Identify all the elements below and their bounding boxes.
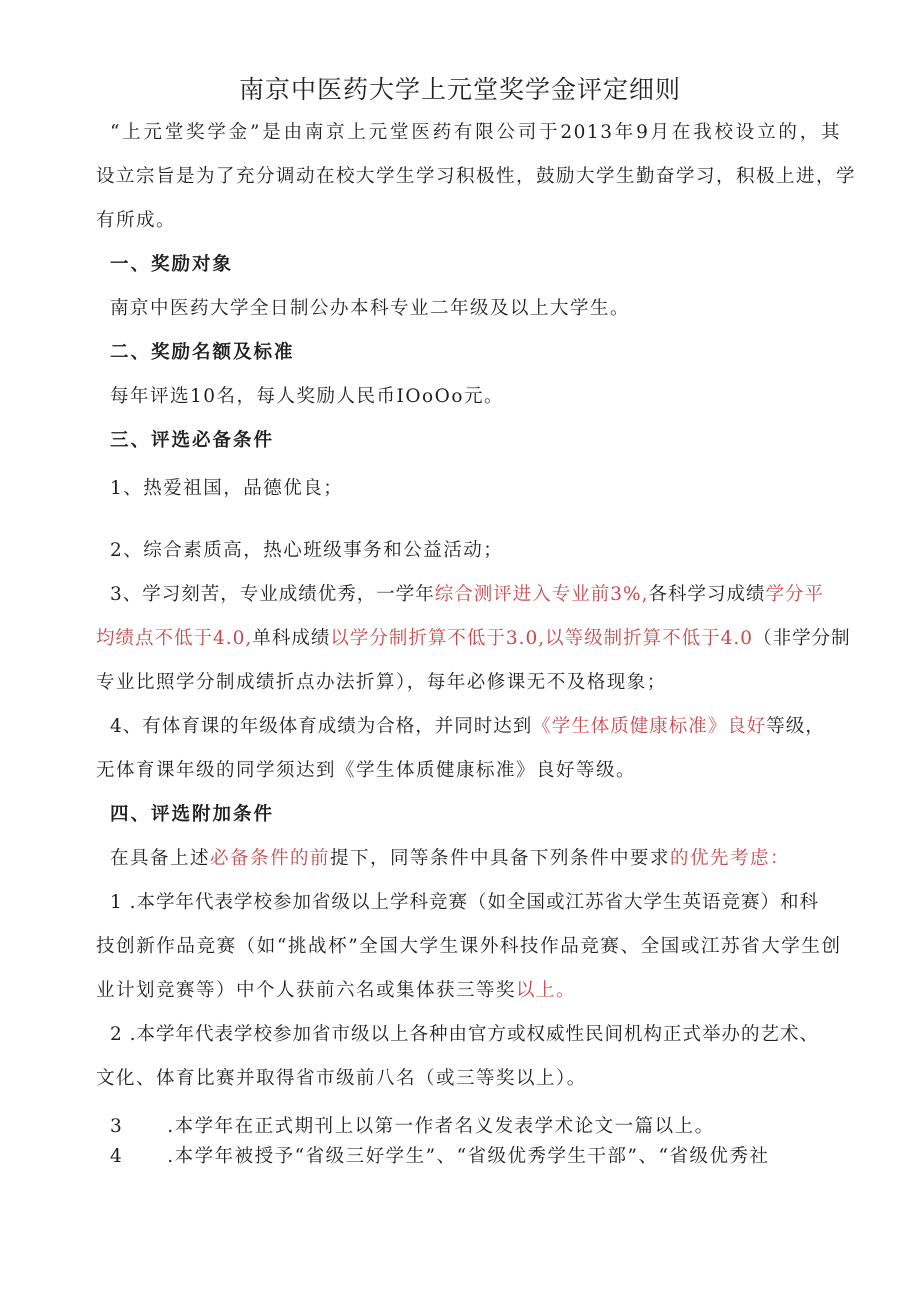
section-3-item-3-line-2 [96, 624, 851, 654]
section-4-item-3 [110, 1112, 841, 1142]
section-4-item-1-text-c: 业计划竞赛等）中个人获前六名或集体获三等奖 [96, 980, 517, 1001]
item-3-text-c: 各科学习成绩 [648, 584, 766, 605]
section-3-item-4-line-2: 无体育课年级的同学须达到《学生体质健康标准》良好等级。 [96, 760, 637, 781]
section-3-item-2: 2、综合素质高，热心班级事务和公益活动； [110, 540, 504, 561]
section-4-intro-a: 在具备上述 [110, 848, 211, 869]
section-4-highlight-priority: 的优先考虑： [670, 848, 791, 869]
section-3-item-3-line-1 [110, 580, 841, 610]
item-4-highlight-standard: 《学生体质健康标准》良好 [532, 716, 767, 737]
section-1-text: 南京中医药大学全日制公办本科专业二年级及以上大学生。 [110, 298, 631, 319]
item-4-text-a: 4、有体育课的年级体育成绩为合格，并同时达到 [110, 716, 533, 737]
item-3-highlight-gpa-start: 学分平 [765, 584, 825, 605]
item-3-highlight-gpa-end: 均绩点不低于4.0, [96, 628, 253, 649]
section-4-heading: 四、评选附加条件 [110, 804, 275, 825]
section-3-heading: 三、评选必备条件 [110, 430, 275, 451]
section-3-item-4-line-1 [110, 712, 841, 742]
section-4-intro-c: 提下，同等条件中具备下列条件中要求 [330, 848, 671, 869]
item-4-text-c: 等级， [766, 716, 825, 737]
section-4-item-1-highlight: 以上。 [516, 980, 577, 1001]
section-4-intro [110, 844, 841, 874]
section-2-heading: 二、奖励名额及标准 [110, 342, 295, 363]
section-4-item-4-text: .本学年被授予“省级三好学生”、“省级优秀学生干部”、“省级优秀社 [167, 1146, 770, 1167]
section-4-item-2-line-2: 文化、体育比赛并取得省市级前八名（或三等奖以上）。 [96, 1068, 587, 1089]
intro-line-2: 设立宗旨是为了充分调动在校大学生学习积极性，鼓励大学生勤奋学习，积极上进，学 [96, 166, 857, 187]
section-4-item-4-number: 4 [110, 1146, 124, 1167]
section-4-item-2-line-1: 2 .本学年代表学校参加省市级以上各种由官方或权威性民间机构正式举办的艺术、 [110, 1024, 820, 1045]
section-3-item-1: 1、热爱祖国，品德优良； [110, 478, 344, 499]
document-title: 南京中医药大学上元堂奖学金评定细则 [238, 75, 681, 104]
section-3-item-3-line-3: 专业比照学分制成绩折点办法折算），每年必修课无不及格现象； [96, 672, 667, 693]
item-3-highlight-conversion: 以学分制折算不低于3.0,以等级制折算不低于4.0 [330, 628, 754, 649]
section-2-text: 每年评选10名，每人奖励人民币IOoOo元。 [110, 386, 504, 407]
item-3-text-a: 3、学习刻苦，专业成绩优秀，一学年 [110, 584, 435, 605]
section-4-item-1-line-1: 1 .本学年代表学校参加省级以上学科竞赛（如全国或江苏省大学生英语竞赛）和科 [110, 892, 820, 913]
section-4-item-3-number: 3 [110, 1116, 124, 1137]
section-1-heading: 一、奖励对象 [110, 254, 234, 275]
section-4-item-4 [110, 1142, 841, 1172]
section-4-item-1-line-2: 技创新作品竞赛（如“挑战杯”全国大学生课外科技作品竞赛、全国或江苏省大学生创 [96, 936, 841, 957]
section-4-highlight-required: 必备条件的前 [210, 848, 331, 869]
section-4-item-3-text: .本学年在正式期刊上以第一作者名义发表学术论文一篇以上。 [167, 1116, 715, 1137]
intro-line-1: “上元堂奖学金”是由南京上元堂医药有限公司于2013年9月在我校设立的，其 [110, 122, 841, 143]
item-3-text-h: （非学分制 [753, 628, 851, 649]
intro-line-3: 有所成。 [96, 210, 177, 231]
item-3-highlight-ranking: 综合测评进入专业前3%, [434, 584, 649, 605]
section-4-item-1-line-3 [96, 976, 841, 1006]
item-3-text-f: 单科成绩 [252, 628, 331, 649]
